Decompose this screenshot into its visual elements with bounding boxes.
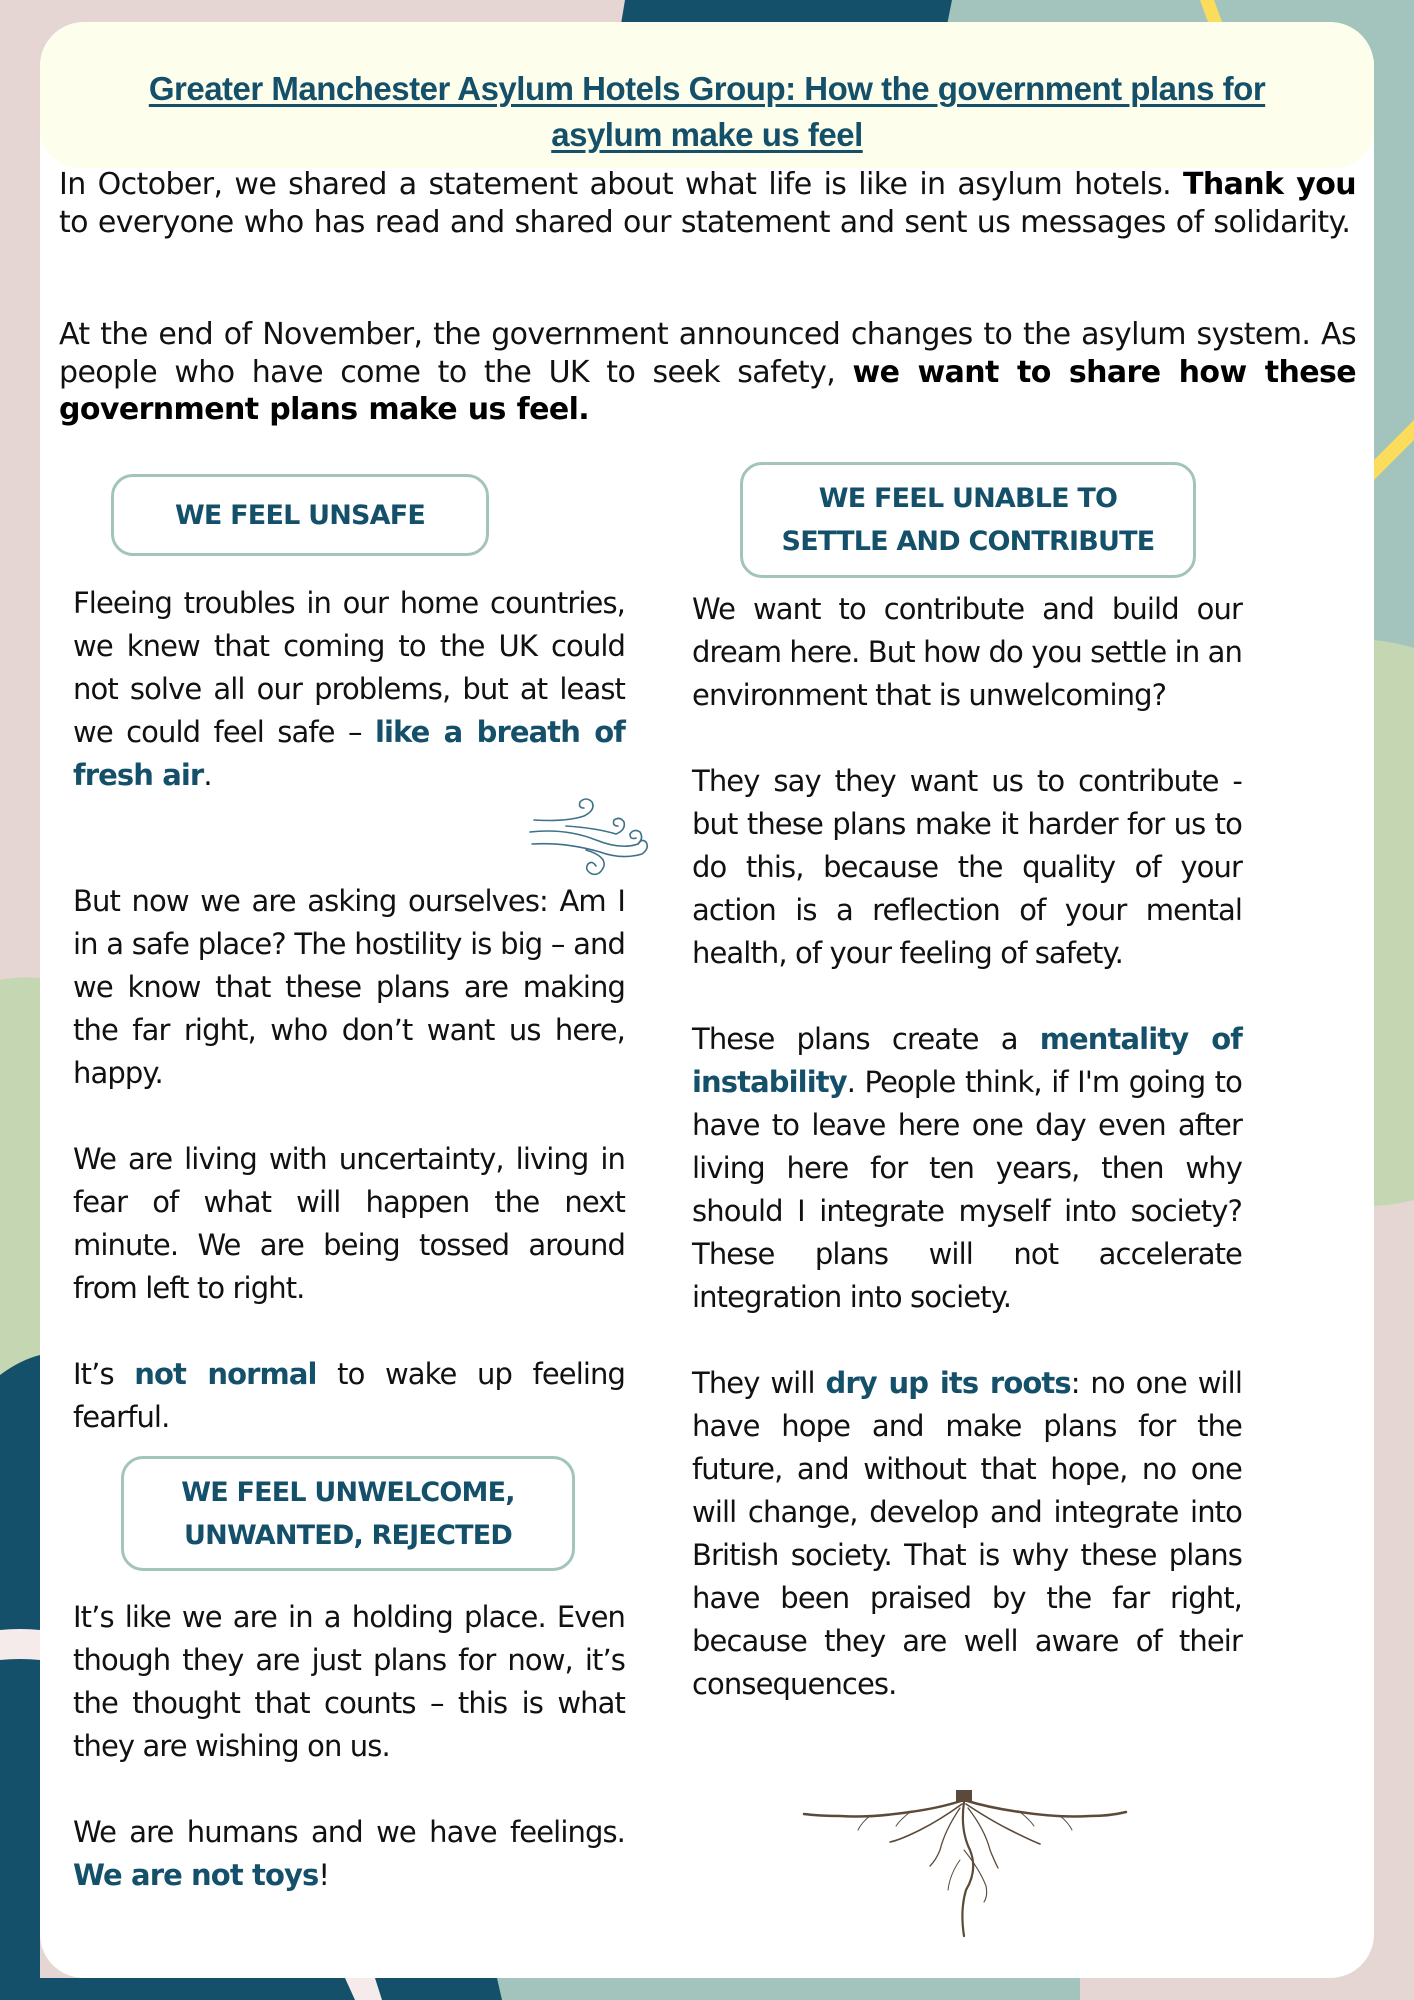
body-text: to wake up feeling fearful. [73, 1357, 625, 1434]
intro-paragraph-2 [59, 316, 1356, 429]
bg-green-left [0, 977, 40, 1375]
intro-paragraph-1 [59, 166, 1356, 241]
section-unwelcome-paragraph-1 [73, 1596, 625, 1768]
section-unable-paragraph-4 [692, 1362, 1242, 1706]
body-text: . People think, if I'm going to have to leave here one day even after living here for ten years, then why should I integrate myself into society? These plans will not accelerate integration into society. [692, 1065, 1242, 1314]
body-text: They say they want us to contribute - but these plans make it harder for us to do this, because the quality of your action is a reflection of your mental health, of your feeling of safety. [692, 764, 1242, 970]
intro-bold-share: we want to share how these government plans make us feel. [59, 354, 1356, 427]
section-heading-text: WE FEEL UNWELCOME, UNWANTED, REJECTED [181, 1476, 515, 1551]
intro-text: At the end of November, the government announced changes to the asylum system. As people who have come to the UK to seek safety, [59, 317, 1356, 390]
section-unwelcome-paragraph-2 [73, 1811, 625, 1897]
section-unsafe-paragraph-3 [73, 1138, 625, 1310]
wind-gust-icon [526, 790, 652, 880]
bg-teal-bottom [497, 1978, 1080, 2000]
section-heading-text: WE FEEL UNSAFE [174, 499, 426, 531]
body-text: It’s like we are in a holding place. Even though they are just plans for now, it’s the thought that counts – this is what they are wishing on us. [73, 1600, 625, 1763]
highlight-text: like a breath of fresh air [73, 715, 625, 792]
body-text: Fleeing troubles in our home countries, we knew that coming to the UK could not solve all our problems, but at least we could feel safe – [73, 586, 625, 749]
highlight-text: We are not toys [73, 1858, 319, 1892]
highlight-text: dry up its roots [825, 1366, 1071, 1400]
intro-text: In October, we shared a statement about what life is like in asylum hotels. [59, 167, 1184, 202]
intro-bold-thank-you: Thank you [1183, 167, 1356, 202]
bg-green-right [1374, 640, 1414, 1206]
section-unable-paragraph-3 [692, 1018, 1242, 1319]
body-text: These plans create a [692, 1022, 1040, 1056]
section-unsafe-paragraph-2 [73, 880, 625, 1095]
section-heading-unwelcome [121, 1456, 575, 1571]
body-text: We are humans and we have feelings. [73, 1815, 625, 1849]
bg-navy-left [0, 1355, 40, 2000]
section-unable-paragraphs [692, 588, 1242, 1706]
section-unable-paragraph-2 [692, 760, 1242, 975]
section-heading-unable-to-settle [740, 462, 1196, 578]
page-title: Greater Manchester Asylum Hotels Group: How the government plans for asylum make us feel [148, 70, 1266, 153]
body-text: They will [692, 1366, 826, 1400]
intro-text: to everyone who has read and shared our statement and sent us messages of solidarity. [59, 204, 1351, 240]
section-unwelcome-paragraphs [73, 1596, 625, 1897]
tree-roots-icon [800, 1790, 1130, 1940]
highlight-text: mentality of instability [692, 1022, 1242, 1099]
bg-navy-bottom [0, 1978, 505, 2000]
section-unsafe-paragraph-1 [73, 582, 625, 797]
highlight-text: not normal [134, 1357, 317, 1391]
body-text: We are living with uncertainty, living in fear of what will happen the next minute. We are being tossed around from left to right. [73, 1142, 625, 1305]
body-text: ! [318, 1858, 330, 1892]
body-text: : no one will have hope and make plans for the future, and without that hope, no one will change, develop and integrate into British society. That is why these plans have been praised by the far right, because they are well aware of their consequences. [692, 1366, 1242, 1701]
section-unsafe-paragraph-4 [73, 1353, 625, 1439]
body-text: But now we are asking ourselves: Am I in a safe place? The hostility is big – and we know that these plans are making the far right, who don’t want us here, happy. [73, 884, 625, 1090]
section-heading-text: WE FEEL UNABLE TO SETTLE AND CONTRIBUTE [781, 483, 1155, 557]
bg-pink-stripe-left [0, 1629, 40, 1660]
body-text: We want to contribute and build our dream here. But how do you settle in an environment that is unwelcoming? [692, 592, 1242, 712]
section-unable-paragraph-1 [692, 588, 1242, 717]
section-heading-unsafe [111, 474, 489, 556]
body-text: . [203, 758, 212, 792]
section-unsafe-paragraphs [73, 880, 625, 1439]
body-text: It’s [73, 1357, 135, 1391]
